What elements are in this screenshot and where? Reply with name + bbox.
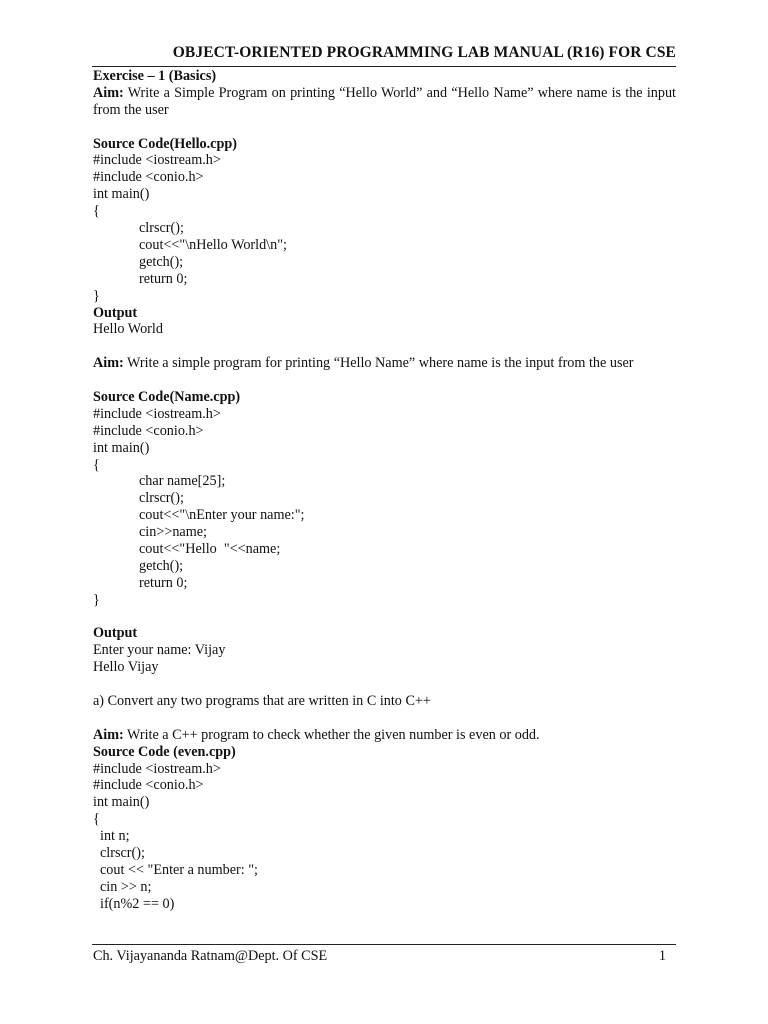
header-rule xyxy=(92,66,676,67)
page-header-title: OBJECT-ORIENTED PROGRAMMING LAB MANUAL (R16) FOR CSE xyxy=(172,44,676,61)
footer-author: Ch. Vijayananda Ratnam@Dept. Of CSE xyxy=(93,948,328,964)
aim-label: Aim: xyxy=(93,726,124,743)
aim-text: Write a C++ program to check whether the given number is even or odd. xyxy=(123,726,540,743)
code-line: #include <conio.h> xyxy=(93,422,204,439)
code-line: { xyxy=(93,456,100,473)
code-line: int main() xyxy=(93,794,150,811)
code-line: cout<<"\nEnter your name:"; xyxy=(139,507,305,524)
output-line: Enter your name: Vijay xyxy=(93,642,226,659)
code-line: int main() xyxy=(93,186,150,203)
code-line: #include <iostream.h> xyxy=(93,760,221,777)
code-line: clrscr(); xyxy=(139,220,184,237)
convert-task: a) Convert any two programs that are written in C into C++ xyxy=(93,693,431,709)
code-line: getch(); xyxy=(139,557,184,574)
aim-label: Aim: xyxy=(93,355,124,372)
code-line: { xyxy=(93,811,100,828)
code-line: cout<<"Hello "<<name; xyxy=(139,540,281,557)
code-line: } xyxy=(93,591,100,608)
code-line: #include <conio.h> xyxy=(93,169,204,186)
even-source-label: Source Code (even.cpp) xyxy=(93,743,236,760)
code-line: char name[25]; xyxy=(139,473,226,490)
output-line: Hello Vijay xyxy=(93,659,159,676)
code-line: getch(); xyxy=(139,253,184,270)
code-line: #include <iostream.h> xyxy=(93,152,221,169)
exercise-heading: Exercise – 1 (Basics) xyxy=(93,68,217,84)
code-line: return 0; xyxy=(139,270,188,287)
name-aim xyxy=(93,355,676,372)
code-line: cin >> n; xyxy=(100,878,152,895)
aim-label: Aim: xyxy=(93,84,124,101)
code-line: cout << "Enter a number: "; xyxy=(100,861,258,878)
code-line: int n; xyxy=(100,828,130,845)
hello-source-label: Source Code(Hello.cpp) xyxy=(93,135,237,152)
code-line: int main() xyxy=(93,439,150,456)
page-number: 1 xyxy=(658,948,666,964)
page-content xyxy=(93,68,676,913)
name-output-label: Output xyxy=(93,625,138,642)
output-line: Hello World xyxy=(93,321,163,338)
aim-text: Write a simple program for printing “Hello Name” where name is the input from the user xyxy=(123,355,634,372)
code-line: { xyxy=(93,203,100,220)
code-line: clrscr(); xyxy=(139,490,184,507)
name-source-label: Source Code(Name.cpp) xyxy=(93,388,241,405)
code-line: #include <iostream.h> xyxy=(93,405,221,422)
code-line: #include <conio.h> xyxy=(93,777,204,794)
even-aim xyxy=(93,727,676,744)
code-line: cin>>name; xyxy=(139,524,208,541)
code-line: cout<<"\nHello World\n"; xyxy=(139,236,287,253)
code-line: return 0; xyxy=(139,574,188,591)
exercise-aim xyxy=(93,85,676,119)
code-line: if(n%2 == 0) xyxy=(100,895,175,912)
aim-text: Write a Simple Program on printing “Hello World” and “Hello Name” where name is the input from the user xyxy=(93,84,676,118)
footer-rule xyxy=(92,944,676,945)
code-line: } xyxy=(93,287,100,304)
hello-output-label: Output xyxy=(93,304,138,321)
code-line: clrscr(); xyxy=(100,845,145,862)
